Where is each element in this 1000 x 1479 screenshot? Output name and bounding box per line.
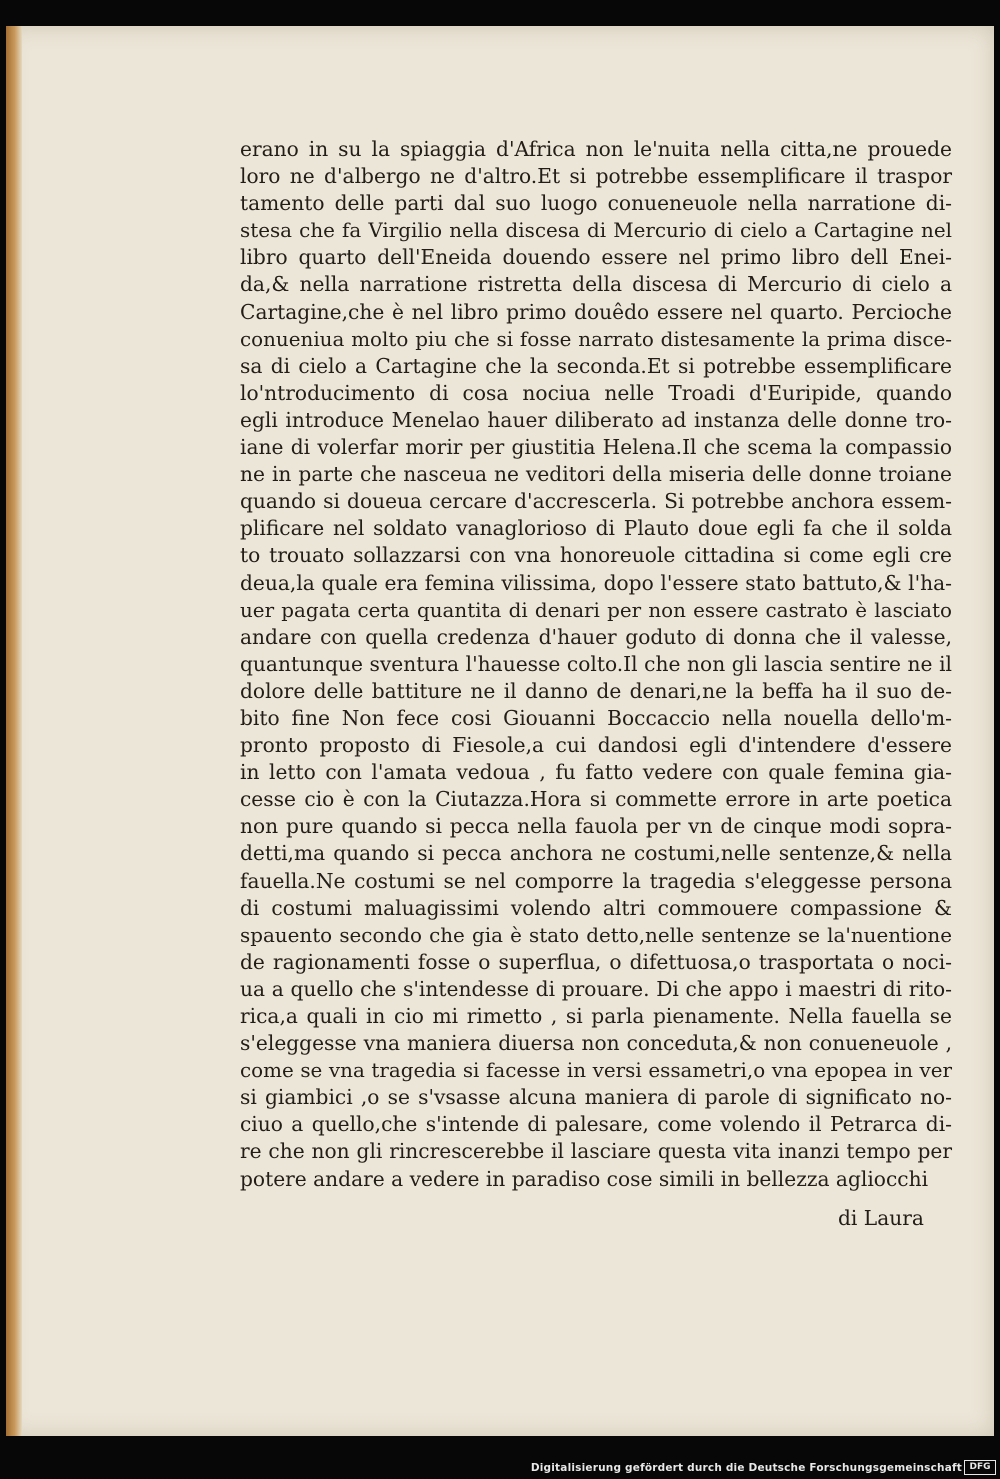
text-line: quando si doueua cercare d'accrescerla. Si potrebbe anchora essem- (240, 489, 952, 514)
text-line: de ragionamenti fosse o superflua, o difettuosa,o trasportata o noci- (240, 949, 952, 974)
text-line: s'eleggesse vna maniera diuersa non conceduta,& non conueneuole , (240, 1031, 952, 1056)
text-line: plificare nel soldato vanaglorioso di Plauto doue egli fa che il solda (240, 516, 952, 541)
text-line: spauento secondo che gia è stato detto,nelle sentenze se la'nuentione (240, 923, 952, 947)
text-line: lo'ntroducimento di cosa nociua nelle Troadi d'Euripide, quando (240, 380, 952, 405)
text-line: bito fine Non fece cosi Giouanni Boccaccio nella nouella dello'm- (240, 705, 952, 730)
text-line: detti,ma quando si pecca anchora ne costumi,nelle sentenze,& nella (240, 841, 952, 866)
text-line: egli introduce Menelao hauer diliberato ad instanza delle donne tro- (240, 407, 952, 432)
text-line: loro ne d'albergo ne d'altro.Et si potrebbe essemplificare il traspor (240, 164, 952, 189)
text-line: dolore delle battiture ne il danno de denari,ne la beffa ha il suo de- (240, 678, 952, 703)
text-line: to trouato sollazzarsi con vna honoreuole cittadina si come egli cre (240, 543, 952, 568)
digitization-credit: Digitalisierung gefördert durch die Deutsche Forschungsgemeinschaft (530, 1462, 962, 1474)
text-line: re che non gli rincrescerebbe il lasciare questa vita inanzi tempo per (240, 1139, 952, 1164)
catchword: di Laura (838, 1206, 924, 1230)
text-line: ne in parte che nasceua ne veditori della miseria delle donne troiane (240, 462, 952, 487)
text-line: in letto con l'amata vedoua , fu fatto vedere con quale femina gia- (240, 760, 952, 785)
text-line: erano in su la spiaggia d'Africa non le'nuita nella citta,ne prouede (240, 137, 952, 161)
text-line: sa di cielo a Cartagine che la seconda.Et si potrebbe essemplificare (240, 353, 952, 378)
text-line: tamento delle parti dal suo luogo conueneuole nella narratione di- (240, 191, 952, 216)
text-line: potere andare a vedere in paradiso cose simili in bellezza agliocchi (240, 1166, 929, 1191)
text-line: quantunque sventura l'hauesse colto.Il che non gli lascia sentire ne il (240, 651, 952, 676)
body-text (240, 136, 952, 1193)
text-line: fauella.Ne costumi se nel comporre la tragedia s'eleggesse persona (240, 868, 952, 893)
text-line: si giambici ,o se s'vsasse alcuna maniera di parole di significato no- (240, 1085, 952, 1110)
text-line: come se vna tragedia si facesse in versi essametri,o vna epopea in ver (240, 1059, 952, 1083)
text-line: ciuo a quello,che s'intende di palesare, come volendo il Petrarca di- (240, 1112, 952, 1137)
text-line: stesa che fa Virgilio nella discesa di Mercurio di cielo a Cartagine nel (240, 219, 952, 243)
text-line: rica,a quali in cio mi rimetto , si parla pienamente. Nella fauella se (240, 1004, 952, 1028)
text-line: cesse cio è con la Ciutazza.Hora si commette errore in arte poetica (240, 787, 952, 812)
text-line: Cartagine,che è nel libro primo douêdo essere nel quarto. Percioche (240, 299, 952, 324)
page-edge-shadow (6, 26, 22, 1436)
text-line: pronto proposto di Fiesole,a cui dandosi egli d'intendere d'essere (240, 733, 952, 758)
text-line: deua,la quale era femina vilissima, dopo l'essere stato battuto,& l'ha- (240, 570, 952, 595)
dfg-logo-icon: DFG (964, 1460, 996, 1475)
text-line: non pure quando si pecca nella fauola per vn de cinque modi sopra- (240, 814, 952, 839)
text-line: di costumi maluagissimi volendo altri commouere compassione & (240, 895, 952, 920)
text-line: iane di volerfar morir per giustitia Helena.Il che scema la compassio (240, 435, 952, 460)
text-line: andare con quella credenza d'hauer goduto di donna che il valesse, (240, 624, 952, 649)
text-line: uer pagata certa quantita di denari per non essere castrato è lasciato (240, 598, 952, 622)
text-line: da,& nella narratione ristretta della discesa di Mercurio di cielo a (240, 272, 952, 297)
text-line: conueniua molto piu che si fosse narrato distesamente la prima disce- (240, 327, 952, 351)
text-line: libro quarto dell'Eneida douendo essere nel primo libro dell Enei- (240, 245, 952, 270)
text-line: ua a quello che s'intendesse di prouare. Di che appo i maestri di rito- (240, 976, 952, 1001)
